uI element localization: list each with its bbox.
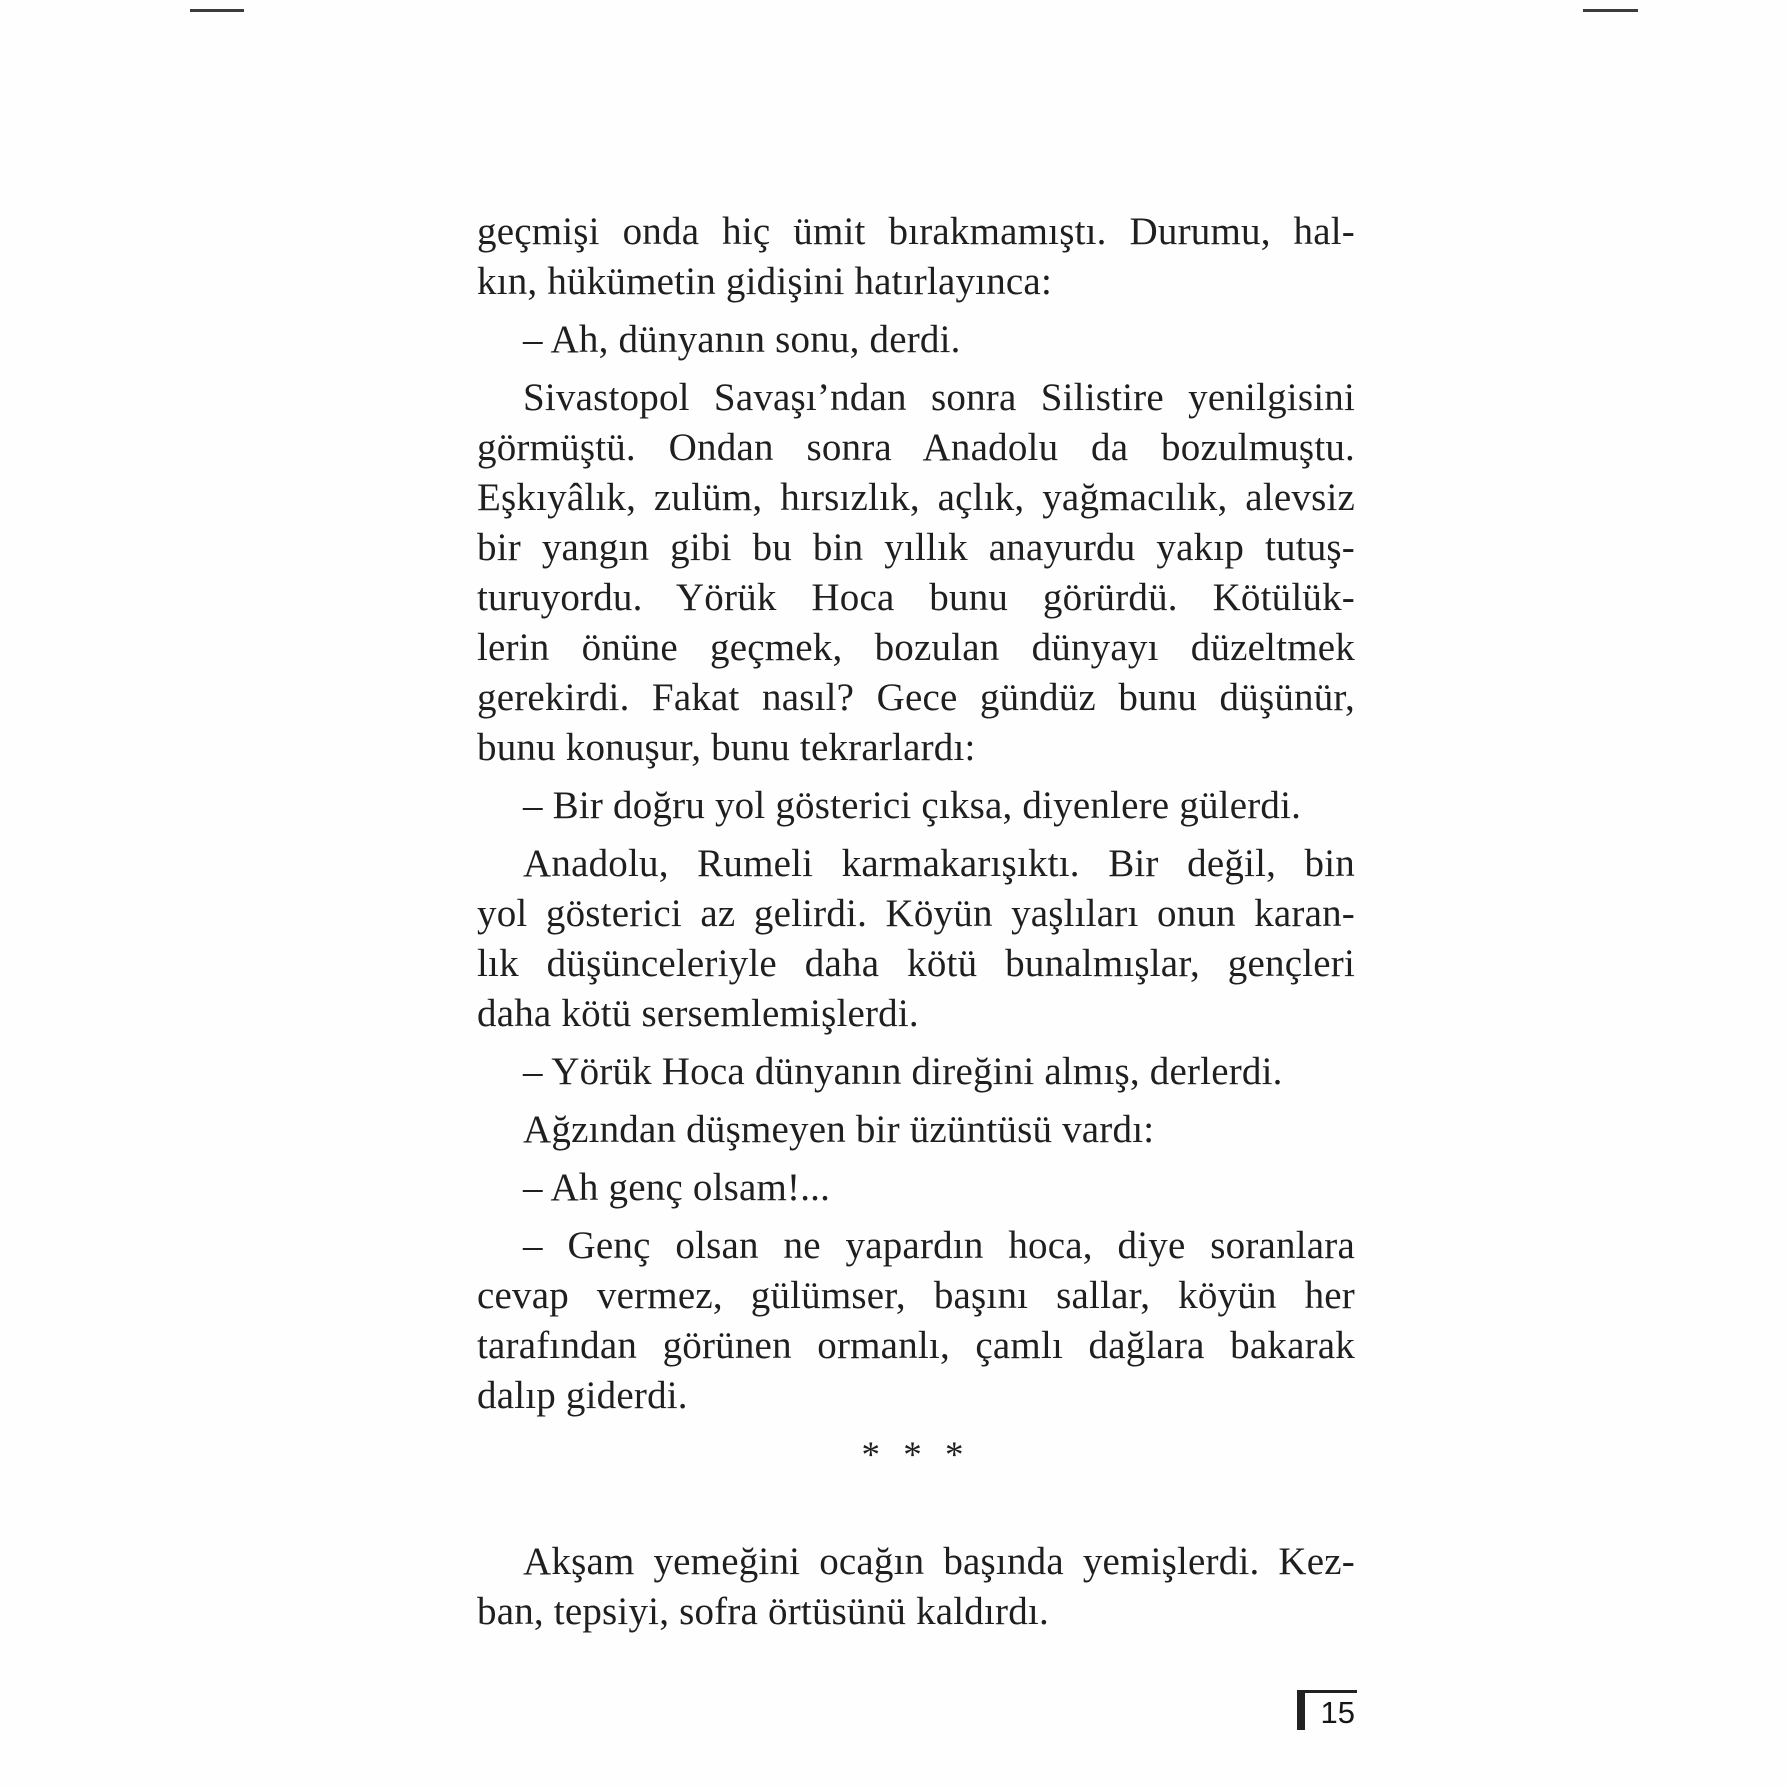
text-line: lık düşünceleriyle daha kötü bunalmışlar, gençleri xyxy=(477,942,1355,985)
paragraph xyxy=(477,373,1355,773)
text-line: turuyordu. Yörük Hoca bunu görürdü. Kötülük- xyxy=(477,576,1355,619)
page-number-marker xyxy=(1297,1690,1357,1728)
text-line: Anadolu, Rumeli karmakarışıktı. Bir değil, bin xyxy=(523,842,1355,885)
paragraph xyxy=(477,207,1355,307)
paragraph xyxy=(477,315,1355,365)
text-line: cevap vermez, gülümser, başını sallar, köyün her xyxy=(477,1274,1355,1317)
text-line: kın, hükümetin gidişini hatırlayınca: xyxy=(477,260,1052,303)
text-line: Sivastopol Savaşı’ndan sonra Silistire yenilgisini xyxy=(523,376,1355,419)
text-line: geçmişi onda hiç ümit bırakmamıştı. Durumu, hal- xyxy=(477,210,1355,253)
text-line: – Bir doğru yol gösterici çıksa, diyenlere gülerdi. xyxy=(523,784,1302,827)
text-line: lerin önüne geçmek, bozulan dünyayı düzeltmek xyxy=(477,626,1355,669)
top-left-rule xyxy=(190,9,244,12)
text-line: ban, tepsiyi, sofra örtüsünü kaldırdı. xyxy=(477,1590,1049,1633)
paragraph xyxy=(477,1047,1355,1097)
text-line: tarafından görünen ormanlı, çamlı dağlara bakarak xyxy=(477,1324,1355,1367)
paragraph xyxy=(477,1221,1355,1421)
top-right-rule xyxy=(1583,9,1638,12)
corner-bracket-icon xyxy=(1297,1693,1305,1730)
text-line: – Ah, dünyanın sonu, derdi. xyxy=(523,318,961,361)
paragraph xyxy=(477,781,1355,831)
paragraph xyxy=(477,839,1355,1039)
text-line: Akşam yemeğini ocağın başında yemişlerdi. Kez- xyxy=(523,1540,1355,1583)
separator-glyphs: * * * xyxy=(861,1435,971,1476)
text-line: Ağzından düşmeyen bir üzüntüsü vardı: xyxy=(523,1108,1155,1151)
body-text xyxy=(477,207,1355,1637)
paragraph xyxy=(477,1105,1355,1155)
text-line: bir yangın gibi bu bin yıllık anayurdu yakıp tutuş- xyxy=(477,526,1355,569)
paragraph xyxy=(477,1163,1355,1213)
text-line: – Ah genç olsam!... xyxy=(523,1166,831,1209)
text-line: – Genç olsan ne yapardın hoca, diye soranlara xyxy=(523,1224,1355,1267)
section-separator xyxy=(477,1431,1355,1481)
text-line: bunu konuşur, bunu tekrarlardı: xyxy=(477,726,976,769)
text-line: – Yörük Hoca dünyanın direğini almış, derlerdi. xyxy=(523,1050,1283,1093)
text-line: görmüştü. Ondan sonra Anadolu da bozulmuştu. xyxy=(477,426,1355,469)
text-line: Eşkıyâlık, zulüm, hırsızlık, açlık, yağmacılık, alevsiz xyxy=(477,476,1355,519)
text-line: dalıp giderdi. xyxy=(477,1374,688,1417)
text-line: gerekirdi. Fakat nasıl? Gece gündüz bunu düşünür, xyxy=(477,676,1355,719)
page-number: 15 xyxy=(1320,1695,1355,1730)
text-line: yol gösterici az gelirdi. Köyün yaşlıları onun karan- xyxy=(477,892,1355,935)
paragraph xyxy=(477,1537,1355,1637)
text-line: daha kötü sersemlemişlerdi. xyxy=(477,992,919,1035)
